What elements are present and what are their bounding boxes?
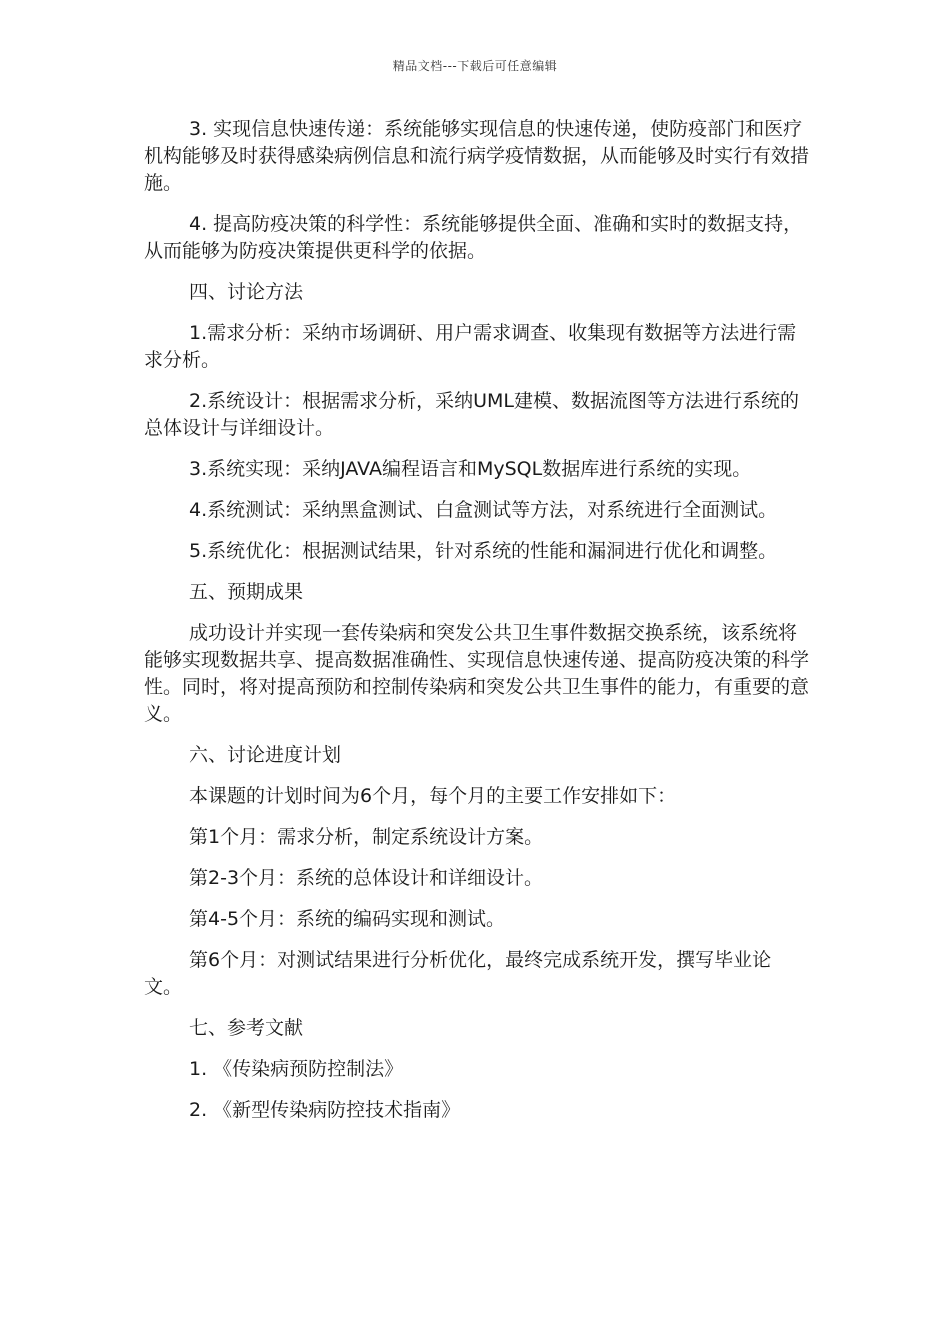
- document-body: [144, 116, 809, 1138]
- paragraph-optimization: 5.系统优化：根据测试结果，针对系统的性能和漏洞进行优化和调整。: [189, 540, 778, 562]
- section-heading-references: 七、参考文献: [189, 1017, 304, 1039]
- reference-item-2: 2. 《新型传染病防控技术指南》: [189, 1099, 461, 1121]
- schedule-month-6: 第6个月：对测试结果进行分析优化，最终完成系统开发，撰写毕业论文。: [144, 949, 772, 998]
- paragraph-schedule-intro: 本课题的计划时间为6个月，每个月的主要工作安排如下：: [189, 785, 677, 807]
- paragraph-implementation: 3.系统实现：采纳JAVA编程语言和MySQL数据库进行系统的实现。: [189, 458, 752, 480]
- schedule-month-2-3: 第2-3个月：系统的总体设计和详细设计。: [189, 867, 544, 889]
- paragraph-design: 2.系统设计：根据需求分析，采纳UML建模、数据流图等方法进行系统的总体设计与详细设计。: [144, 390, 800, 439]
- section-heading-outcomes: 五、预期成果: [189, 581, 304, 603]
- section-heading-schedule: 六、讨论进度计划: [189, 744, 342, 766]
- paragraph-outcomes: 成功设计并实现一套传染病和突发公共卫生事件数据交换系统，该系统将能够实现数据共享、提高数据准确性、实现信息快速传递、提高防疫决策的科学性。同时，将对提高预防和控制传染病和突发公共卫生事件的能力，有重要的意义。: [144, 622, 810, 725]
- section-heading-methods: 四、讨论方法: [189, 281, 304, 303]
- paragraph-testing: 4.系统测试：采纳黑盒测试、白盒测试等方法，对系统进行全面测试。: [189, 499, 778, 521]
- page-header: 精品文档---下载后可任意编辑: [392, 59, 558, 73]
- paragraph-decision-science: 4. 提高防疫决策的科学性：系统能够提供全面、准确和实时的数据支持，从而能够为防疫决策提供更科学的依据。: [144, 213, 803, 262]
- paragraph-info-transfer: 3. 实现信息快速传递：系统能够实现信息的快速传递，使防疫部门和医疗机构能够及时获得感染病例信息和流行病学疫情数据，从而能够及时实行有效措施。: [144, 118, 810, 194]
- paragraph-requirements: 1.需求分析：采纳市场调研、用户需求调查、收集现有数据等方法进行需求分析。: [144, 322, 797, 371]
- schedule-month-1: 第1个月：需求分析，制定系统设计方案。: [189, 826, 544, 848]
- reference-item-1: 1. 《传染病预防控制法》: [189, 1058, 404, 1080]
- schedule-month-4-5: 第4-5个月：系统的编码实现和测试。: [189, 908, 506, 930]
